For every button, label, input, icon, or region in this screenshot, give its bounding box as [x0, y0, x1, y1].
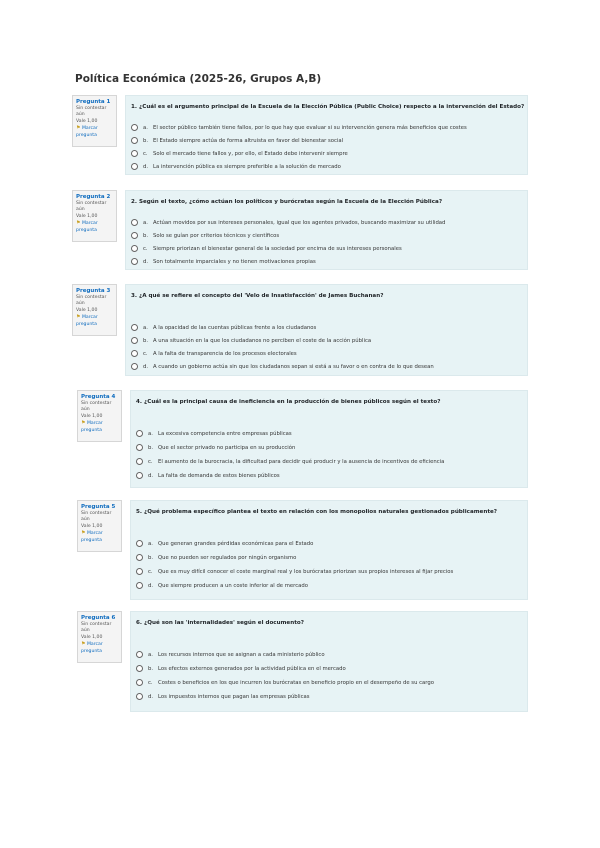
radio-button[interactable] — [136, 651, 143, 658]
option-text: Solo se guían por criterios técnicos y científicos — [153, 232, 280, 239]
flag-icon: ⚑ — [76, 220, 81, 227]
answer-option[interactable] — [136, 678, 521, 687]
flag-label: Marcar pregunta — [76, 315, 98, 327]
radio-button[interactable] — [131, 124, 138, 131]
option-text: Son totalmente imparciales y no tienen motivaciones propias — [153, 258, 316, 265]
option-letter: b. — [143, 337, 149, 344]
radio-button[interactable] — [136, 679, 143, 686]
flag-question-link[interactable] — [81, 641, 118, 655]
flag-question-link[interactable] — [81, 530, 118, 544]
option-text: Que siempre producen a un coste inferior al de mercado — [158, 582, 308, 589]
question-content — [125, 190, 528, 270]
option-letter: a. — [143, 324, 148, 331]
option-letter: a. — [148, 651, 153, 658]
question-content — [130, 611, 528, 712]
question-status-cont: aún — [81, 407, 90, 413]
answer-option[interactable] — [136, 692, 521, 701]
question-info-panel — [72, 190, 117, 242]
radio-button[interactable] — [131, 232, 138, 239]
answer-option[interactable] — [131, 336, 521, 345]
answer-option[interactable] — [136, 581, 521, 590]
radio-button[interactable] — [136, 554, 143, 561]
answer-option[interactable] — [131, 231, 521, 240]
option-text: Que es muy difícil conocer el coste marginal real y los burócratas priorizan sus propios intereses al fijar precios — [158, 568, 454, 575]
answer-option[interactable] — [136, 664, 521, 673]
radio-button[interactable] — [131, 258, 138, 265]
answer-option[interactable] — [131, 349, 521, 358]
option-letter: c. — [148, 568, 153, 575]
question-text: 1. ¿Cuál es el argumento principal de la Escuela de la Elección Pública (Public Choice) respecto a la intervención del Estado? — [131, 104, 525, 110]
question-info-panel — [77, 611, 122, 663]
answer-option[interactable] — [131, 323, 521, 332]
flag-question-link[interactable] — [76, 125, 113, 139]
option-letter: c. — [148, 679, 153, 686]
question-block — [0, 390, 600, 488]
question-text: 3. ¿A qué se refiere el concepto del 'Velo de Insatisfacción' de James Buchanan? — [131, 293, 384, 299]
question-status: Sin contestar — [76, 105, 107, 111]
question-text: 2. Según el texto, ¿cómo actúan los políticos y burócratas según la Escuela de la Elección Pública? — [131, 199, 443, 205]
option-letter: b. — [148, 444, 154, 451]
question-status-cont: aún — [76, 207, 85, 213]
option-letter: a. — [148, 540, 153, 547]
radio-button[interactable] — [136, 582, 143, 589]
option-letter: d. — [143, 163, 149, 170]
option-letter: b. — [143, 137, 149, 144]
option-text: A la falta de transparencia de los procesos electorales — [153, 350, 297, 357]
radio-button[interactable] — [131, 163, 138, 170]
radio-button[interactable] — [136, 458, 143, 465]
option-letter: d. — [143, 258, 149, 265]
question-number: Pregunta 5 — [81, 504, 116, 510]
flag-question-link[interactable] — [81, 420, 118, 434]
question-status: Sin contestar — [76, 200, 107, 206]
radio-button[interactable] — [131, 363, 138, 370]
flag-label: Marcar pregunta — [76, 126, 98, 138]
question-block — [0, 190, 600, 270]
flag-label: Marcar pregunta — [76, 221, 98, 233]
question-status-cont: aún — [81, 628, 90, 634]
question-status-cont: aún — [76, 112, 85, 118]
question-block — [0, 500, 600, 600]
question-content — [130, 500, 528, 600]
option-text: A la opacidad de las cuentas públicas frente a los ciudadanos — [153, 324, 317, 331]
option-text: La excesiva competencia entre empresas públicas — [158, 430, 292, 437]
flag-label: Marcar pregunta — [81, 531, 103, 543]
option-text: Los impuestos internos que pagan las empresas públicas — [158, 693, 310, 700]
answer-option[interactable] — [136, 443, 521, 452]
answer-option[interactable] — [131, 136, 521, 145]
page-title: Política Económica (2025-26, Grupos A,B) — [75, 73, 322, 85]
option-letter: b. — [148, 665, 154, 672]
radio-button[interactable] — [136, 472, 143, 479]
radio-button[interactable] — [131, 150, 138, 157]
option-text: El sector público también tiene fallos, por lo que hay que evaluar si su intervención genera más beneficios que costes — [153, 124, 467, 131]
question-score: Vale 1,00 — [76, 307, 98, 313]
question-number: Pregunta 3 — [76, 288, 111, 294]
question-number: Pregunta 6 — [81, 615, 116, 621]
option-text: A cuando un gobierno actúa sin que los ciudadanos sepan si está a su favor o en contra de lo que desean — [153, 363, 434, 370]
answer-option[interactable] — [131, 362, 521, 371]
radio-button[interactable] — [136, 693, 143, 700]
radio-button[interactable] — [131, 219, 138, 226]
option-letter: c. — [143, 150, 148, 157]
answer-option[interactable] — [136, 539, 521, 548]
option-text: La falta de demanda de estos bienes públicos — [158, 472, 280, 479]
question-status-cont: aún — [76, 301, 85, 307]
question-status: Sin contestar — [81, 621, 112, 627]
option-text: Solo el mercado tiene fallos y, por ello, el Estado debe intervenir siempre — [153, 150, 348, 157]
question-content — [125, 95, 528, 175]
radio-button[interactable] — [131, 350, 138, 357]
option-text: Actúan movidos por sus intereses personales, igual que los agentes privados, buscando maximizar su utilidad — [153, 219, 446, 226]
option-letter: a. — [148, 430, 153, 437]
question-score: Vale 1,00 — [76, 213, 98, 219]
question-status-cont: aún — [81, 517, 90, 523]
option-text: Que no pueden ser regulados por ningún organismo — [158, 554, 297, 561]
question-score: Vale 1,00 — [81, 634, 103, 640]
question-score: Vale 1,00 — [81, 523, 103, 529]
option-letter: b. — [143, 232, 149, 239]
answer-option[interactable] — [136, 429, 521, 438]
question-info-panel — [77, 390, 122, 442]
question-text: 6. ¿Qué son las 'internalidades' según el documento? — [136, 620, 304, 626]
answer-option[interactable] — [131, 149, 521, 158]
question-info-panel — [72, 95, 117, 147]
flag-icon: ⚑ — [81, 420, 86, 427]
radio-button[interactable] — [136, 568, 143, 575]
radio-button[interactable] — [136, 540, 143, 547]
radio-button[interactable] — [131, 137, 138, 144]
question-block — [0, 284, 600, 376]
option-text: El Estado siempre actúa de forma altruista en favor del bienestar social — [153, 137, 344, 144]
flag-icon: ⚑ — [81, 641, 86, 648]
answer-option[interactable] — [136, 471, 521, 480]
question-score: Vale 1,00 — [76, 118, 98, 124]
question-status: Sin contestar — [76, 294, 107, 300]
flag-label: Marcar pregunta — [81, 642, 103, 654]
radio-button[interactable] — [136, 444, 143, 451]
answer-option[interactable] — [131, 162, 521, 171]
option-text: Que generan grandes pérdidas económicas para el Estado — [158, 540, 314, 547]
answer-option[interactable] — [136, 457, 521, 466]
answer-option[interactable] — [131, 123, 521, 132]
option-letter: a. — [143, 124, 148, 131]
option-text: Los recursos internos que se asignan a cada ministerio público — [158, 651, 325, 658]
radio-button[interactable] — [131, 324, 138, 331]
answer-option[interactable] — [131, 244, 521, 253]
flag-icon: ⚑ — [76, 314, 81, 321]
option-letter: a. — [143, 219, 148, 226]
answer-option[interactable] — [131, 218, 521, 227]
answer-option[interactable] — [131, 257, 521, 266]
question-info-panel — [77, 500, 122, 552]
radio-button[interactable] — [136, 665, 143, 672]
option-letter: d. — [148, 582, 154, 589]
option-text: A una situación en la que los ciudadanos no perciben el coste de la acción pública — [153, 337, 372, 344]
flag-icon: ⚑ — [76, 125, 81, 132]
option-text: El aumento de la burocracia, la dificultad para decidir qué producir y la ausencia de incentivos de eficiencia — [158, 458, 445, 465]
question-content — [130, 390, 528, 488]
radio-button[interactable] — [131, 337, 138, 344]
question-block — [0, 95, 600, 175]
question-block — [0, 611, 600, 712]
flag-question-link[interactable] — [76, 314, 113, 328]
answer-option[interactable] — [136, 650, 521, 659]
answer-option[interactable] — [136, 553, 521, 562]
question-status: Sin contestar — [81, 400, 112, 406]
option-letter: d. — [148, 693, 154, 700]
question-text: 4. ¿Cuál es la principal causa de ineficiencia en la producción de bienes públicos según el texto? — [136, 399, 441, 405]
question-number: Pregunta 1 — [76, 99, 111, 105]
question-number: Pregunta 2 — [76, 194, 111, 200]
option-text: Que el sector privado no participa en su producción — [158, 444, 296, 451]
question-status: Sin contestar — [81, 510, 112, 516]
option-letter: c. — [143, 350, 148, 357]
flag-question-link[interactable] — [76, 220, 113, 234]
question-text: 5. ¿Qué problema específico plantea el texto en relación con los monopolios naturales gestionados públicamente? — [136, 509, 498, 515]
question-content — [125, 284, 528, 376]
question-score: Vale 1,00 — [81, 413, 103, 419]
option-text: Siempre priorizan el bienestar general de la sociedad por encima de sus intereses personales — [153, 245, 402, 252]
option-letter: d. — [143, 363, 149, 370]
question-number: Pregunta 4 — [81, 394, 116, 400]
flag-icon: ⚑ — [81, 530, 86, 537]
option-text: Los efectos externos generados por la actividad pública en el mercado — [158, 665, 346, 672]
radio-button[interactable] — [136, 430, 143, 437]
option-text: Costes o beneficios en los que incurren los burócratas en beneficio propio en el desempeño de su cargo — [158, 679, 434, 686]
answer-option[interactable] — [136, 567, 521, 576]
option-letter: c. — [148, 458, 153, 465]
option-letter: b. — [148, 554, 154, 561]
option-letter: c. — [143, 245, 148, 252]
radio-button[interactable] — [131, 245, 138, 252]
flag-label: Marcar pregunta — [81, 421, 103, 433]
option-letter: d. — [148, 472, 154, 479]
option-text: La intervención pública es siempre preferible a la solución de mercado — [153, 163, 341, 170]
question-info-panel — [72, 284, 117, 336]
